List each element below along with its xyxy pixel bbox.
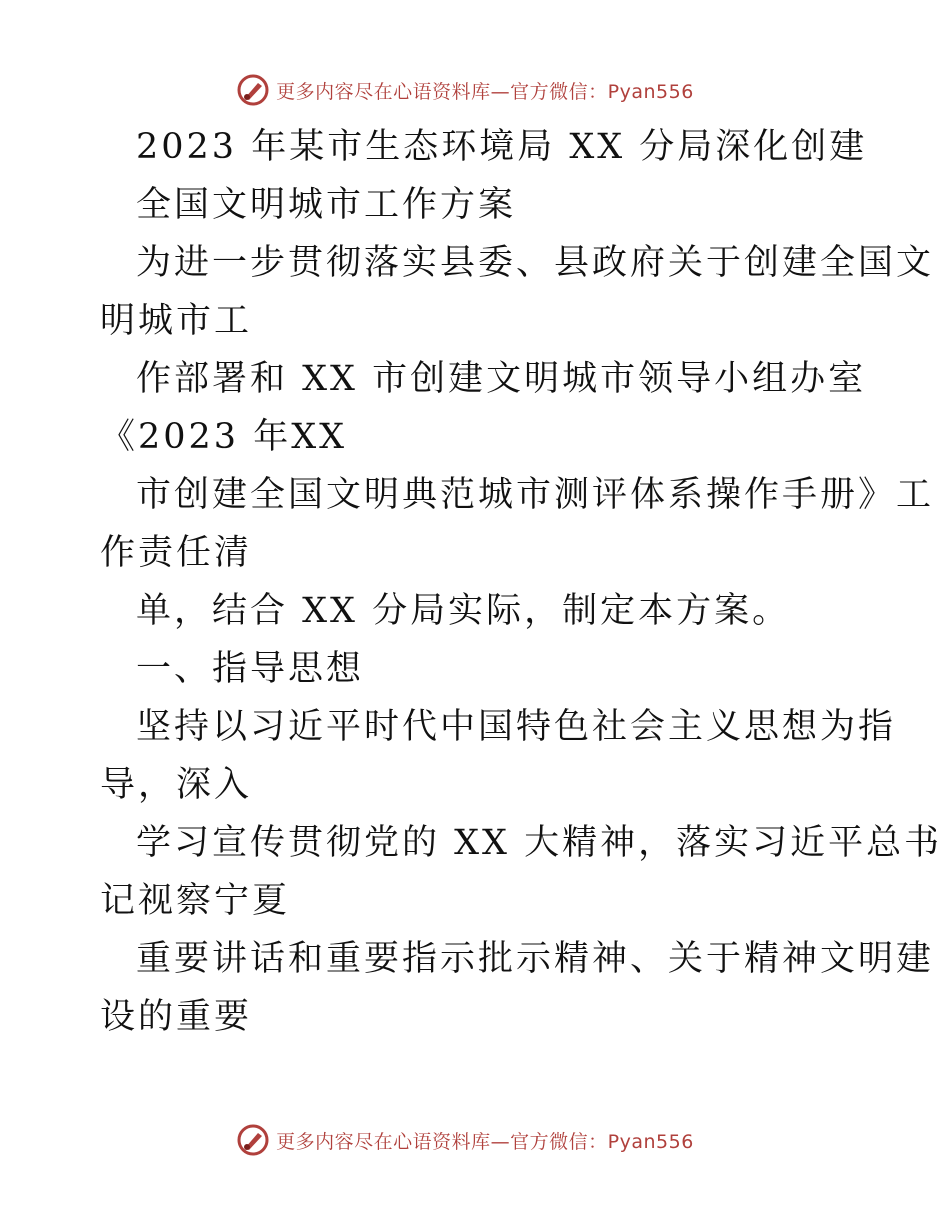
doc-paragraph-line: 《2023 年XX bbox=[100, 417, 348, 457]
doc-section-heading: 一、指导思想 bbox=[136, 649, 365, 689]
doc-paragraph-line: 单，结合 XX 分局实际，制定本方案。 bbox=[136, 591, 791, 631]
doc-paragraph-line: 学习宣传贯彻党的 XX 大精神，落实习近平总书 bbox=[136, 823, 943, 863]
doc-paragraph-line: 明城市工 bbox=[100, 301, 253, 341]
brush-logo-icon bbox=[236, 73, 270, 107]
doc-paragraph-line: 导，深入 bbox=[100, 765, 253, 805]
doc-paragraph-line: 记视察宁夏 bbox=[100, 881, 291, 921]
doc-title-line-2: 全国文明城市工作方案 bbox=[136, 185, 517, 225]
doc-title-line-1: 2023 年某市生态环境局 XX 分局深化创建 bbox=[136, 127, 868, 167]
footer-banner-text: 更多内容尽在心语资料库—官方微信：Pyan556 bbox=[276, 1130, 694, 1153]
doc-paragraph-line: 作责任清 bbox=[100, 533, 253, 573]
header-banner bbox=[0, 70, 950, 110]
doc-paragraph-line: 为进一步贯彻落实县委、县政府关于创建全国文 bbox=[136, 243, 935, 283]
doc-paragraph-line: 作部署和 XX 市创建文明城市领导小组办室 bbox=[136, 359, 867, 399]
brush-logo-icon bbox=[236, 1123, 270, 1157]
doc-paragraph-line: 重要讲话和重要指示批示精神、关于精神文明建 bbox=[136, 939, 935, 979]
footer-banner bbox=[0, 1120, 950, 1160]
doc-paragraph-line: 坚持以习近平时代中国特色社会主义思想为指 bbox=[136, 707, 897, 747]
doc-paragraph-line: 市创建全国文明典范城市测评体系操作手册》工 bbox=[136, 475, 935, 515]
doc-paragraph-line: 设的重要 bbox=[100, 997, 253, 1037]
header-banner-text: 更多内容尽在心语资料库—官方微信：Pyan556 bbox=[276, 80, 694, 103]
